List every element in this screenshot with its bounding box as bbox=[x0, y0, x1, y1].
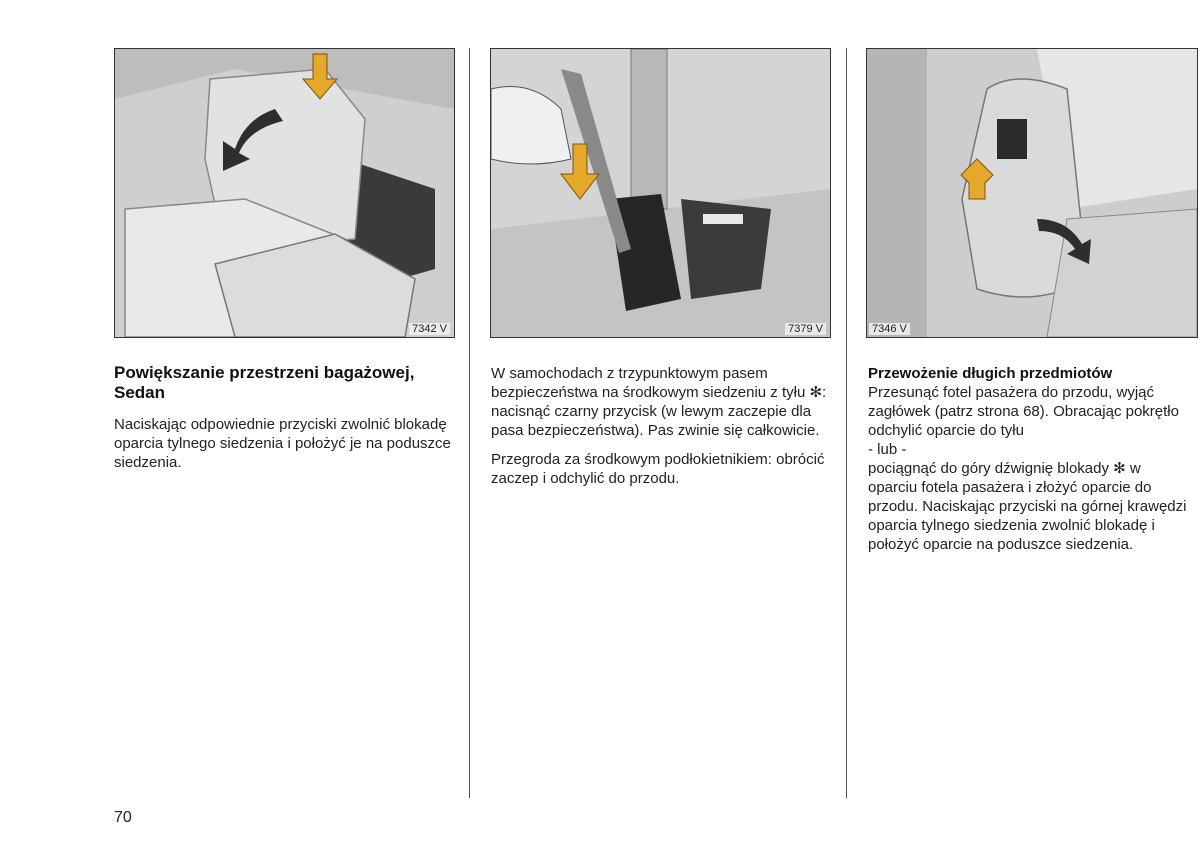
column-divider-right bbox=[846, 48, 847, 798]
section-heading-luggage: Powiększanie przestrzeni bagażowej, Sedan bbox=[114, 363, 415, 402]
passenger-seat-illustration bbox=[867, 49, 1197, 337]
figure-rear-seat-fold bbox=[114, 48, 455, 338]
figure-belt-buckle bbox=[490, 48, 831, 338]
figure-number: 7342 V bbox=[409, 323, 450, 335]
belt-buckle-illustration bbox=[491, 49, 830, 337]
figure-passenger-seat bbox=[866, 48, 1198, 338]
separator-or: - lub - bbox=[868, 441, 907, 458]
section-heading-long-items: Przewożenie długich przedmiotów bbox=[868, 365, 1113, 382]
paragraph-armrest: Przegroda za środkowym podłokietnikiem: obrócić zaczep i odchylić do przodu. bbox=[491, 451, 825, 487]
figure-number: 7379 V bbox=[785, 323, 826, 335]
paragraph-move-seat: Przesunąć fotel pasażera do przodu, wyjąć zagłówek (patrz strona 68). Obracając pokrętło odchylić oparcie do tyłu bbox=[868, 384, 1179, 439]
paragraph-belt: W samochodach z trzypunktowym pasem bezpieczeństwa na środkowym siedzeniu z tyłu ✻: nacisnąć czarny przycisk (w lewym zaczepie dla pasa bezpieczeństwa). Pas zwinie się całkowicie. bbox=[491, 365, 827, 439]
rear-seat-illustration bbox=[115, 49, 454, 337]
column-divider-left bbox=[469, 48, 470, 798]
page-number: 70 bbox=[114, 809, 132, 826]
column-3 bbox=[868, 364, 1194, 554]
column-1 bbox=[114, 363, 454, 482]
paragraph-fold-seat: pociągnąć do góry dźwignię blokady ✻ w oparciu fotela pasażera i złożyć oparcie do przodu. Naciskając przyciski na górnej krawędzi oparcia tylnego siedzenia zwolnić blokadę i położyć oparcie na poduszce siedzenia. bbox=[868, 460, 1187, 553]
column-2 bbox=[491, 364, 831, 498]
figure-number: 7346 V bbox=[869, 323, 910, 335]
paragraph-seat-release: Naciskając odpowiednie przyciski zwolnić blokadę oparcia tylnego siedzenia i położyć je na poduszce siedzenia. bbox=[114, 416, 451, 471]
